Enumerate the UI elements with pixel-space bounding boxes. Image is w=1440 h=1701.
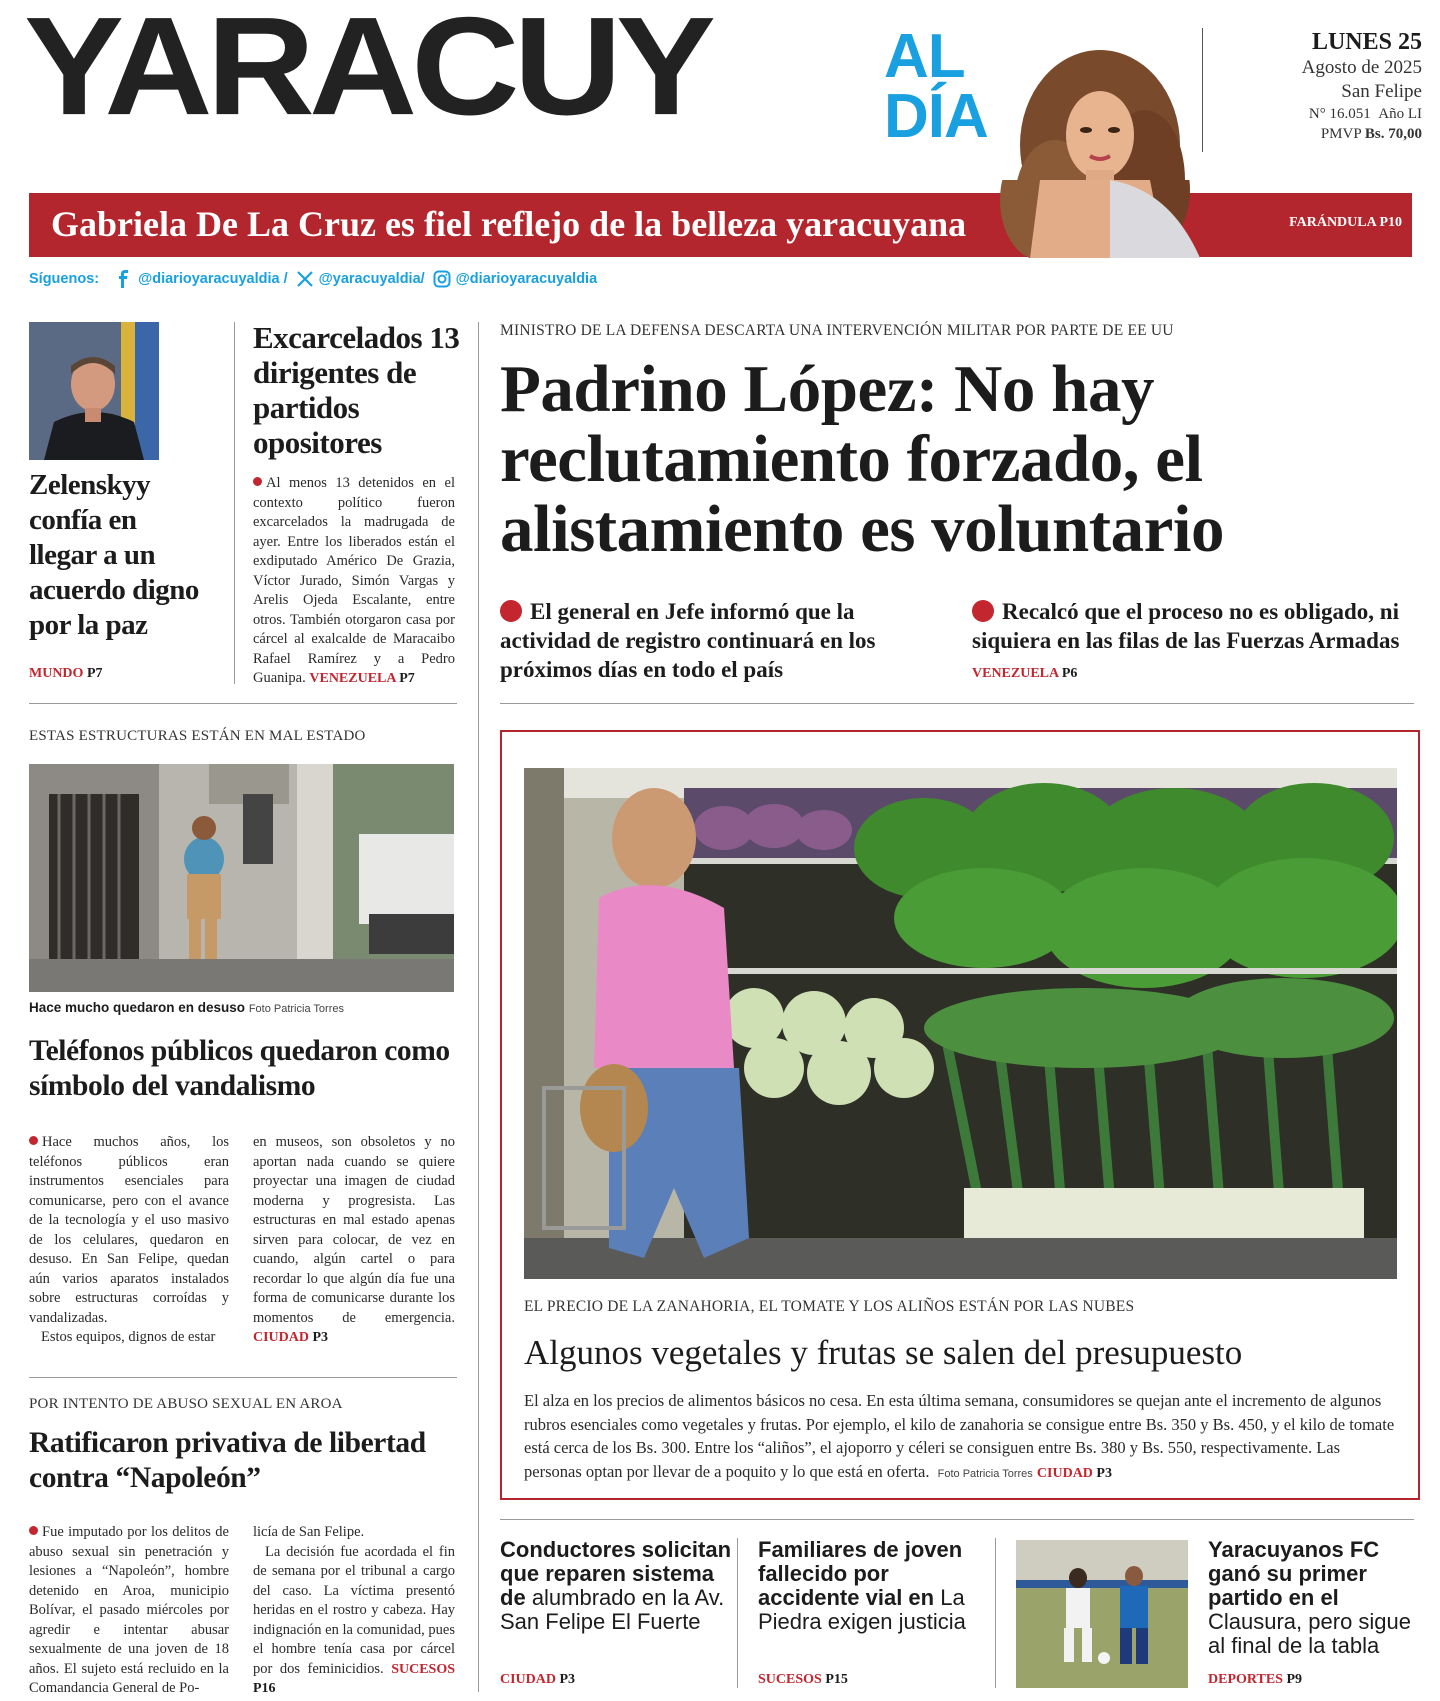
zelensky-section[interactable]: MUNDO [29, 666, 84, 681]
telefonos-col2-block [253, 1133, 455, 1348]
social-instagram[interactable] [433, 270, 597, 288]
zelensky-headline[interactable]: Zelenskyy confía en llegar a un acuerdo digno por la paz [29, 469, 199, 641]
x-icon [296, 270, 314, 288]
telefonos-photo[interactable] [29, 764, 454, 992]
familiares-headline-light[interactable]: La Piedra exigen justicia [758, 1585, 966, 1634]
facebook-handle[interactable]: @diarioyaracuyaldia / [138, 271, 288, 287]
napoleon-kicker: POR INTENTO DE ABUSO SEXUAL EN AROA [29, 1396, 343, 1412]
yaracuyanos-photo[interactable] [1016, 1540, 1188, 1688]
instagram-icon [433, 270, 451, 288]
bullet-dot [253, 477, 262, 486]
telefonos-kicker: ESTAS ESTRUCTURAS ESTÁN EN MAL ESTADO [29, 728, 366, 744]
banner-headline[interactable]: Gabriela De La Cruz es fiel reflejo de la belleza yaracuyana [51, 204, 967, 244]
napoleon-col2a: licía de San Felipe. [253, 1524, 365, 1540]
telefonos-page: P3 [312, 1330, 329, 1345]
instagram-handle[interactable]: @diarioyaracuyaldia [455, 271, 598, 287]
social-facebook[interactable] [115, 270, 288, 288]
year-label: Año LI [1378, 106, 1422, 122]
telefonos-caption-line [29, 1000, 344, 1015]
left-bottom-rule [29, 1377, 457, 1378]
excarcelados-body-block [253, 474, 455, 689]
bottom-divider-2 [995, 1538, 996, 1688]
conductores-headline-block[interactable] [500, 1538, 732, 1634]
familiares-page: P15 [825, 1672, 848, 1687]
issue-line [1202, 104, 1422, 124]
vegetales-photo[interactable] [524, 768, 1397, 1279]
padrino-point1-block [500, 597, 910, 684]
napoleon-col1-block [29, 1523, 229, 1699]
familiares-section[interactable]: SUCESOS [758, 1672, 822, 1687]
telefonos-col1: Hace muchos años, los teléfonos públicos eran instrumentos esenciales para comunicarse, pero con el avance de la tecnología y el uso masivo de los celulares, quedaron en desuso. En San Felipe, quedan aún varios aparatos instalados sobre estructuras corroídas y vandalizadas. [29, 1134, 229, 1326]
vegetales-section[interactable]: CIUDAD [1036, 1465, 1093, 1481]
telefonos-section[interactable]: CIUDAD [253, 1330, 309, 1345]
bullet-dot [29, 1136, 38, 1145]
padrino-point1: El general en Jefe informó que la actividad de registro continuará en los próximos días en todo el país [500, 599, 876, 682]
napoleon-headline[interactable]: Ratificaron privativa de libertad contra “Napoleón” [29, 1427, 426, 1494]
napoleon-col2b: La decisión fue acordada el fin de semana por el tribunal a cargo del caso. La víctima presentó heridas en el rostro y cabeza. Hay indignación en la comunidad, pues el hombre tenía casa por cárcel por dos feminicidios. [253, 1543, 455, 1677]
familiares-section-tag[interactable] [758, 1672, 848, 1688]
date-city: San Felipe [1341, 81, 1422, 102]
excarcelados-body: Al menos 13 detenidos en el contexto político fueron excarcelados la madrugada de ayer. Entre los liberados están el exdiputado Américo De Grazia, Víctor Jurado, Simón Vargas y Arelis Ojeda Escalante, entre otros. También otorgaron casa por cárcel al exalcalde de Maracaibo Rafael Ramírez y a Pedro Guanipa. [253, 475, 455, 686]
napoleon-section[interactable]: SUCESOS [391, 1661, 455, 1677]
brand-al: AL [884, 22, 965, 91]
conductores-headline-bold[interactable]: Conductores solicitan que reparen sistema de [500, 1537, 732, 1610]
bullet-dot [29, 1526, 38, 1535]
date-day: LUNES 25 [1311, 29, 1422, 55]
price-line [1202, 124, 1422, 144]
vegetales-kicker: EL PRECIO DE LA ZANAHORIA, EL TOMATE Y LOS ALIÑOS ESTÁN POR LAS NUBES [524, 1298, 1135, 1315]
vegetales-credit: Foto Patricia Torres [937, 1467, 1033, 1480]
excarcelados-section[interactable]: VENEZUELA [309, 671, 396, 686]
padrino-page: P6 [1061, 666, 1078, 681]
brand-dia: DÍA [884, 82, 988, 151]
padrino-kicker: MINISTRO DE LA DEFENSA DESCARTA UNA INTERVENCIÓN MILITAR POR PARTE DE EE UU [500, 322, 1174, 339]
yaracuyanos-headline-block[interactable] [1208, 1538, 1414, 1658]
banner-strip[interactable] [29, 193, 1412, 257]
bottom-divider-1 [737, 1538, 738, 1688]
vegetales-page: P3 [1096, 1465, 1112, 1481]
yaracuyanos-section-tag[interactable] [1208, 1672, 1302, 1688]
issue-number: N° 16.051 [1308, 106, 1371, 122]
padrino-headline[interactable]: Padrino López: No hay reclutamiento forzado, el alistamiento es voluntario [500, 352, 1224, 566]
yaracuyanos-headline-bold[interactable]: Yaracuyanos FC ganó su primer partido en el [1208, 1537, 1380, 1610]
familiares-headline-bold[interactable]: Familiares de joven fallecido por accidente vial en [758, 1537, 963, 1610]
conductores-page: P3 [559, 1672, 576, 1687]
conductores-section-tag[interactable] [500, 1672, 575, 1688]
lead-bottom-rule [500, 703, 1414, 704]
left-mid-rule [29, 703, 457, 704]
bottom-strip-rule [500, 1519, 1414, 1520]
yaracuyanos-page: P9 [1286, 1672, 1303, 1687]
zelensky-photo[interactable] [29, 322, 159, 460]
left-col-divider [234, 322, 235, 684]
social-bar [29, 268, 605, 290]
napoleon-page: P16 [253, 1681, 276, 1696]
napoleon-col2-block [253, 1523, 455, 1699]
conductores-section[interactable]: CIUDAD [500, 1672, 556, 1687]
padrino-point2-block [972, 597, 1402, 688]
telefonos-credit: Foto Patricia Torres [248, 1003, 344, 1015]
social-x[interactable] [296, 270, 425, 288]
excarcelados-headline[interactable]: Excarcelados 13 dirigentes de partidos opositores [253, 320, 460, 460]
zelensky-section-tag[interactable] [29, 666, 103, 682]
padrino-point2: Recalcó que el proceso no es obligado, ni siquiera en las filas de las Fuerzas Armadas [972, 599, 1400, 653]
telefonos-col1b: Estos equipos, dignos de estar [41, 1329, 216, 1345]
padrino-section[interactable]: VENEZUELA [972, 666, 1059, 681]
excarcelados-page: P7 [399, 671, 415, 686]
social-label: Síguenos: [29, 271, 100, 287]
brand-yaracuy: YARACUY [24, 0, 710, 144]
familiares-headline-block[interactable] [758, 1538, 988, 1634]
date-block [1202, 28, 1422, 144]
yaracuyanos-headline-light[interactable]: Clausura, pero sigue al final de la tabla [1208, 1609, 1412, 1658]
zelensky-page: P7 [86, 666, 103, 681]
napoleon-col1: Fue imputado por los delitos de abuso sexual sin penetración y lesiones a “Napoleón”, hombre detenido en Aroa, municipio Bolívar, el pasado miércoles por agredir e intentar abusar sexualmente de una joven de 18 años. El sujeto está recluido en la Comandancia General de Po- [29, 1524, 229, 1696]
x-handle[interactable]: @yaracuyaldia/ [318, 271, 425, 287]
telefonos-caption: Hace mucho quedaron en desuso [29, 1000, 246, 1015]
bullet-dot [972, 600, 994, 622]
vegetales-body: El alza en los precios de alimentos básicos no cesa. En esta última semana, consumidores se quejan ante el incremento de algunos rubros esenciales como vegetales y frutas. Por ejemplo, el kilo de zanahoria se consigue entre Bs. 350 y Bs. 450, y el kilo de tomate está cerca de los Bs. 300. Entre los “aliños”, el ajoporro y céleri se consiguen entre Bs. 380 y Bs. 550, respectivamente. Las personas optan por llevar de a poquito y lo que está en oferta. [524, 1391, 1395, 1481]
price-label: PMVP [1320, 126, 1362, 142]
vegetales-headline[interactable]: Algunos vegetales y frutas se salen del presupuesto [524, 1333, 1243, 1372]
yaracuyanos-section[interactable]: DEPORTES [1208, 1672, 1283, 1687]
telefonos-headline[interactable]: Teléfonos públicos quedaron como símbolo del vandalismo [29, 1035, 450, 1102]
vegetales-body-block [524, 1389, 1397, 1486]
banner-section[interactable]: FARÁNDULA P10 [1289, 215, 1402, 230]
telefonos-col2: en museos, son obsoletos y no aportan nada cuando se quiere proyectar una imagen de ciudad moderna y progresista. Las estructuras en mal estado apenas sirven para colocar, de vez en cuando, algún cartel o para recordar lo que algún día fue una forma de comunicarse durante los momentos de emergencia. [253, 1134, 455, 1326]
banner-portrait-overlap [1000, 180, 1200, 258]
bullet-dot [500, 600, 522, 622]
main-col-divider [478, 322, 479, 1692]
facebook-icon [115, 270, 133, 288]
conductores-headline-light[interactable]: alumbrado en la Av. San Felipe El Fuerte [500, 1585, 725, 1634]
telefonos-col1-block [29, 1133, 229, 1348]
date-month-year: Agosto de 2025 [1301, 57, 1422, 78]
price-value: Bs. 70,00 [1364, 126, 1422, 142]
